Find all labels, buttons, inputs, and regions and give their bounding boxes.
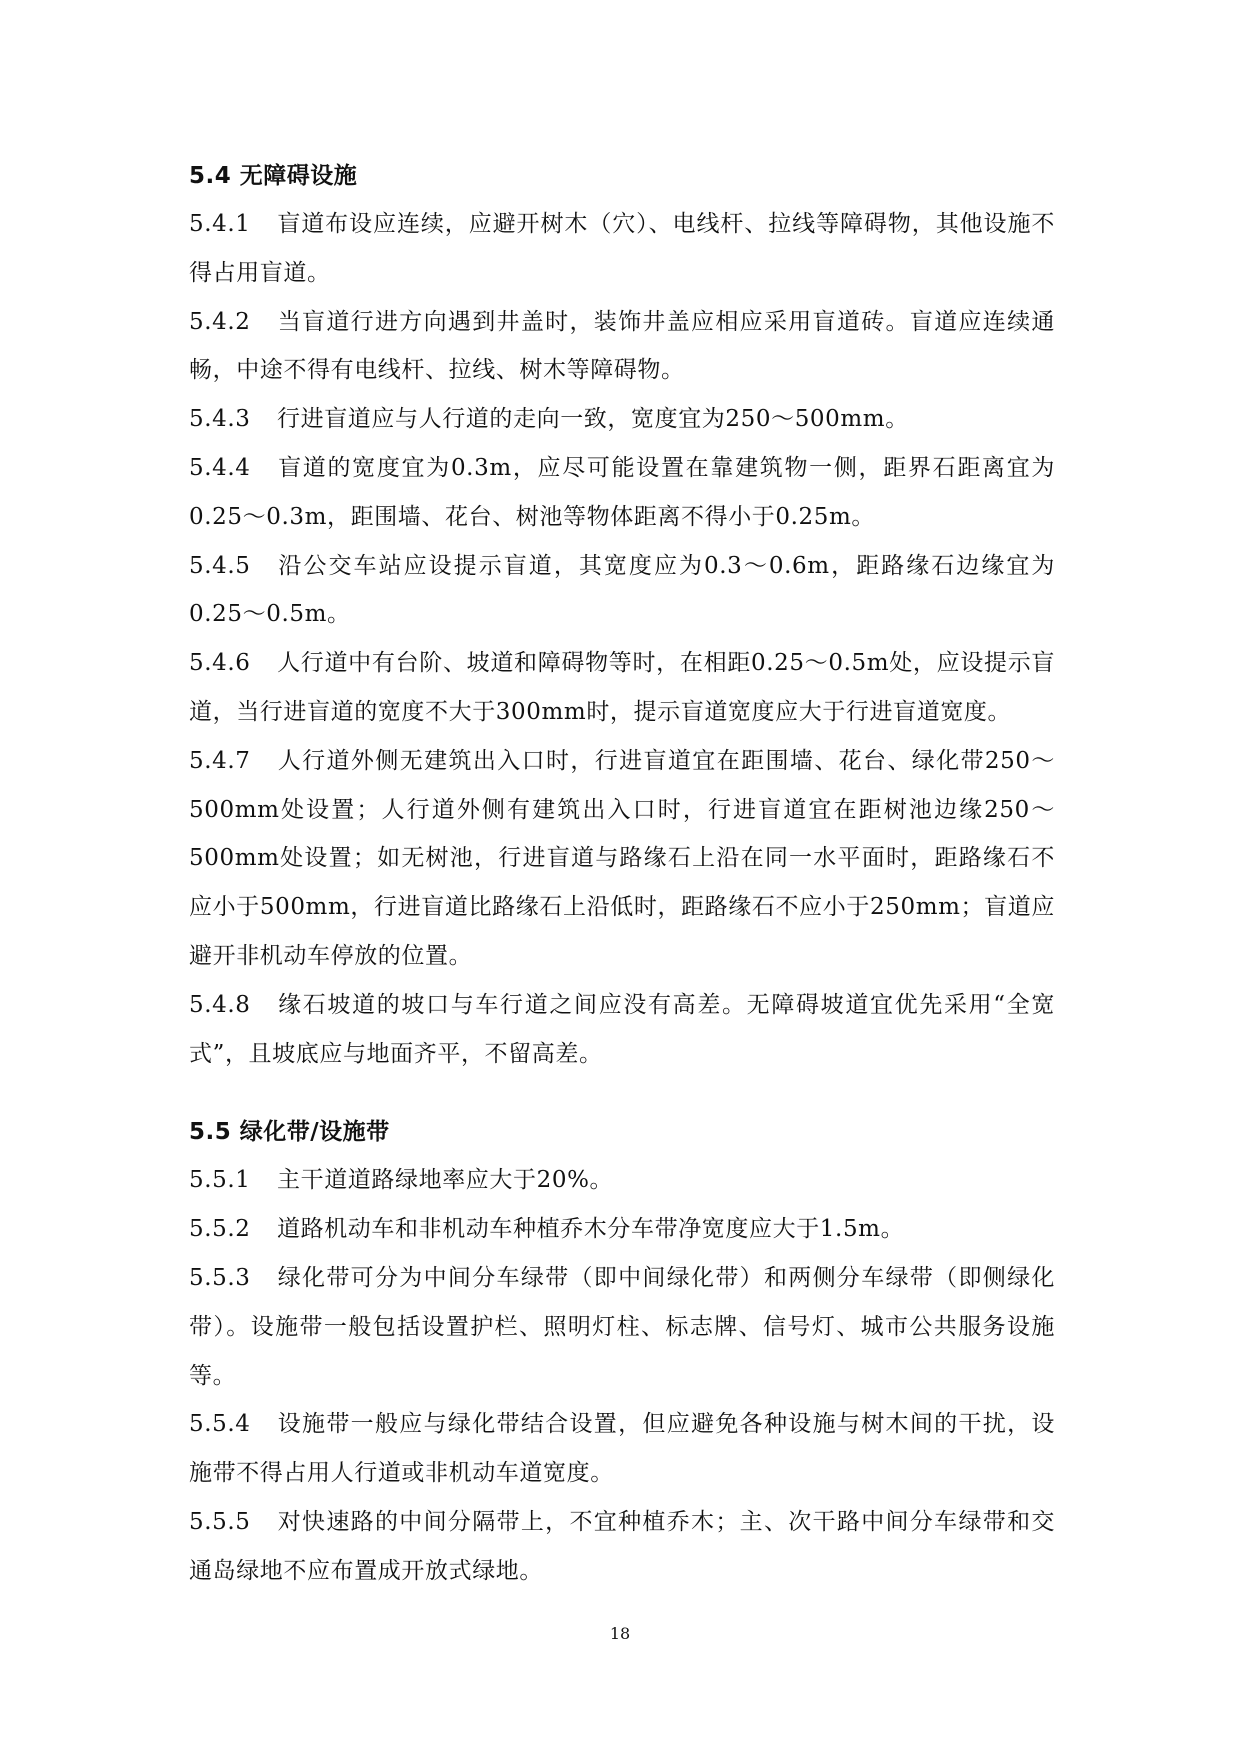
clause-number: 5.4.4 (189, 454, 251, 481)
clause-number: 5.4.8 (189, 991, 251, 1018)
clause-text: 绿化带可分为中间分车绿带（即中间绿化带）和两侧分车绿带（即侧绿化带）。设施带一般包括设置护栏、照明灯柱、标志牌、信号灯、城市公共服务设施等。 (189, 1264, 1055, 1389)
clause-text: 主干道道路绿地率应大于20%。 (277, 1167, 614, 1194)
clause-text: 盲道的宽度宜为0.3m，应尽可能设置在靠建筑物一侧，距界石距离宜为0.25～0.3m，距围墙、花台、树池等物体距离不得小于0.25m。 (189, 454, 1055, 530)
clause-5-5-3 (189, 1254, 1055, 1400)
clause-5-4-7 (189, 737, 1055, 981)
clause-5-4-6 (189, 639, 1055, 737)
clause-text: 设施带一般应与绿化带结合设置，但应避免各种设施与树木间的干扰，设施带不得占用人行道或非机动车道宽度。 (189, 1411, 1055, 1487)
clause-number: 5.4.6 (189, 650, 251, 677)
clause-text: 当盲道行进方向遇到井盖时，装饰井盖应相应采用盲道砖。盲道应连续通畅，中途不得有电线杆、拉线、树木等障碍物。 (189, 308, 1055, 384)
clause-number: 5.5.2 (189, 1216, 251, 1243)
section-heading: 5.4 无障碍设施 (189, 163, 358, 189)
page-number: 18 (609, 1624, 631, 1643)
clause-5-4-1 (189, 200, 1055, 298)
clause-number: 5.4.1 (189, 211, 251, 237)
clause-number: 5.5.3 (189, 1264, 251, 1291)
clause-number: 5.4.5 (189, 552, 251, 579)
document-body (189, 152, 1055, 1596)
clause-5-4-4 (189, 444, 1055, 542)
clause-5-5-2 (189, 1205, 1055, 1254)
clause-number: 5.5.5 (189, 1508, 251, 1535)
section-heading: 5.5 绿化带/设施带 (189, 1119, 390, 1146)
clause-5-4-3 (189, 395, 1055, 444)
clause-5-5-5 (189, 1498, 1055, 1596)
section-5-4 (189, 152, 1055, 1078)
clause-number: 5.4.3 (189, 406, 251, 433)
clause-text: 对快速路的中间分隔带上，不宜种植乔木；主、次干路中间分车绿带和交通岛绿地不应布置成开放式绿地。 (189, 1508, 1055, 1584)
clause-text: 缘石坡道的坡口与车行道之间应没有高差。无障碍坡道宜优先采用“全宽式”，且坡底应与地面齐平，不留高差。 (189, 991, 1055, 1067)
clause-number: 5.5.4 (189, 1411, 251, 1438)
clause-text: 人行道中有台阶、坡道和障碍物等时，在相距0.25～0.5m处，应设提示盲道，当行进盲道的宽度不大于300mm时，提示盲道宽度应大于行进盲道宽度。 (189, 650, 1055, 725)
section-5-5 (189, 1108, 1055, 1595)
clause-text: 盲道布设应连续，应避开树木（穴）、电线杆、拉线等障碍物，其他设施不得占用盲道。 (189, 211, 1055, 286)
clause-5-4-2 (189, 298, 1055, 396)
clause-number: 5.4.7 (189, 747, 251, 774)
clause-text: 行进盲道应与人行道的走向一致，宽度宜为250～500mm。 (277, 406, 909, 433)
clause-text: 人行道外侧无建筑出入口时，行进盲道宜在距围墙、花台、绿化带250～500mm处设置；人行道外侧有建筑出入口时，行进盲道宜在距树池边缘250～500mm处设置；如无树池，行进盲道与路缘石上沿在同一水平面时，距路缘石不应小于500mm，行进盲道比路缘石上沿低时，距路缘石不应小于250mm；盲道应避开非机动车停放的位置。 (189, 747, 1055, 969)
clause-text: 道路机动车和非机动车种植乔木分车带净宽度应大于1.5m。 (277, 1216, 905, 1243)
clause-5-4-5 (189, 542, 1055, 640)
clause-number: 5.4.2 (189, 308, 251, 335)
clause-5-5-4 (189, 1400, 1055, 1498)
clause-5-4-8 (189, 981, 1055, 1079)
clause-text: 沿公交车站应设提示盲道，其宽度应为0.3～0.6m，距路缘石边缘宜为0.25～0.5m。 (189, 552, 1055, 628)
clause-number: 5.5.1 (189, 1167, 251, 1194)
clause-5-5-1 (189, 1156, 1055, 1205)
